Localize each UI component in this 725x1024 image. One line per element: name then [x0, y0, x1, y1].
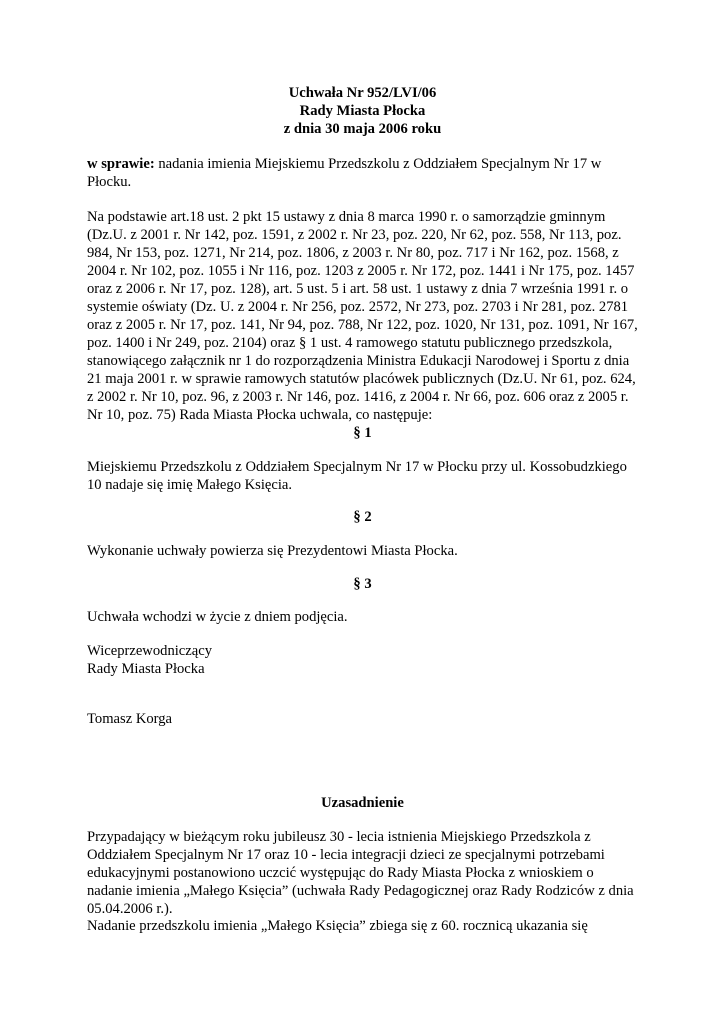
- resolution-number: Uchwała Nr 952/LVI/06: [288, 85, 437, 101]
- section-2-text: Wykonanie uchwały powierza się Prezydentowi Miasta Płocka.: [87, 543, 458, 559]
- subject-text-cont: Płocku.: [87, 174, 132, 190]
- basis-line: oraz z 2006 r. Nr 17, poz. 128), art. 5 ust. 5 i art. 58 ust. 1 ustawy z dnia 7 września 1991 r. o: [87, 281, 629, 297]
- resolution-date: z dnia 30 maja 2006 roku: [283, 121, 442, 137]
- basis-line: oraz z 2005 r. Nr 17, poz. 141, Nr 94, poz. 788, Nr 122, poz. 1020, Nr 131, poz. 1091, Nr 167,: [87, 317, 638, 333]
- basis-line: 984, Nr 153, poz. 1271, Nr 214, poz. 1806, z 2003 r. Nr 80, poz. 717 i Nr 162, poz. 1568, z: [87, 245, 619, 261]
- basis-line: (Dz.U. z 2001 r. Nr 142, poz. 1591, z 2002 r. Nr 23, poz. 220, Nr 62, poz. 558, Nr 113, poz.: [87, 227, 622, 243]
- justification-heading: Uzasadnienie: [321, 795, 404, 811]
- justification-line: Nadanie przedszkolu imienia „Małego Księcia” zbiega się z 60. rocznicą ukazania się: [87, 918, 588, 934]
- justification-line: edukacyjnymi postanowiono uczcić występując do Rady Miasta Płocka z wnioskiem o: [87, 865, 594, 881]
- subject-line: [87, 155, 601, 173]
- basis-line: z 2002 r. Nr 10, poz. 96, z 2003 r. Nr 146, poz. 1416, z 2004 r. Nr 66, poz. 606 oraz z 2005 r.: [87, 389, 629, 405]
- basis-line: systemie oświaty (Dz. U. z 2004 r. Nr 256, poz. 2572, Nr 273, poz. 2703 i Nr 281, poz. 2781: [87, 299, 629, 315]
- basis-line: 2004 r. Nr 102, poz. 1055 i Nr 116, poz. 1203 z 2005 r. Nr 172, poz. 1441 i Nr 175, poz. 1457: [87, 263, 635, 279]
- section-1-text: Miejskiemu Przedszkolu z Oddziałem Specjalnym Nr 17 w Płocku przy ul. Kossobudzkiego: [87, 459, 627, 475]
- section-1-heading: § 1: [353, 425, 372, 441]
- section-2-heading: § 2: [353, 509, 372, 525]
- basis-line: Na podstawie art.18 ust. 2 pkt 15 ustawy z dnia 8 marca 1990 r. o samorządzie gminnym: [87, 209, 606, 225]
- basis-line: poz. 1400 i Nr 249, poz. 2104) oraz § 1 ust. 4 ramowego statutu publicznego przedszkola,: [87, 335, 613, 351]
- signatory-role: Wiceprzewodniczący: [87, 643, 213, 659]
- section-1-text-cont: 10 nadaje się imię Małego Księcia.: [87, 477, 293, 493]
- justification-line: Oddziałem Specjalnym Nr 17 oraz 10 - lecia integracji dzieci ze specjalnymi potrzebami: [87, 847, 605, 863]
- council-name: Rady Miasta Płocka: [299, 103, 426, 119]
- justification-line: nadanie imienia „Małego Księcia” (uchwała Rady Pedagogicznej oraz Rady Rodziców z dnia: [87, 883, 634, 899]
- basis-line: Nr 10, poz. 75) Rada Miasta Płocka uchwala, co następuje:: [87, 407, 433, 423]
- subject-text: nadania imienia Miejskiemu Przedszkolu z Oddziałem Specjalnym Nr 17 w: [154, 156, 602, 172]
- section-3-text: Uchwała wchodzi w życie z dniem podjęcia.: [87, 609, 348, 625]
- justification-line: 05.04.2006 r.).: [87, 901, 173, 917]
- signatory-council: Rady Miasta Płocka: [87, 661, 205, 677]
- subject-label: w sprawie:: [87, 156, 155, 172]
- signatory-name: Tomasz Korga: [87, 711, 173, 727]
- section-3-heading: § 3: [353, 576, 372, 592]
- basis-line: 21 maja 2001 r. w sprawie ramowych statutów placówek publicznych (Dz.U. Nr 61, poz. 624,: [87, 371, 636, 387]
- justification-line: Przypadający w bieżącym roku jubileusz 30 - lecia istnienia Miejskiego Przedszkola z: [87, 829, 591, 845]
- basis-line: stanowiącego załącznik nr 1 do rozporządzenia Ministra Edukacji Narodowej i Sportu z dnia: [87, 353, 630, 369]
